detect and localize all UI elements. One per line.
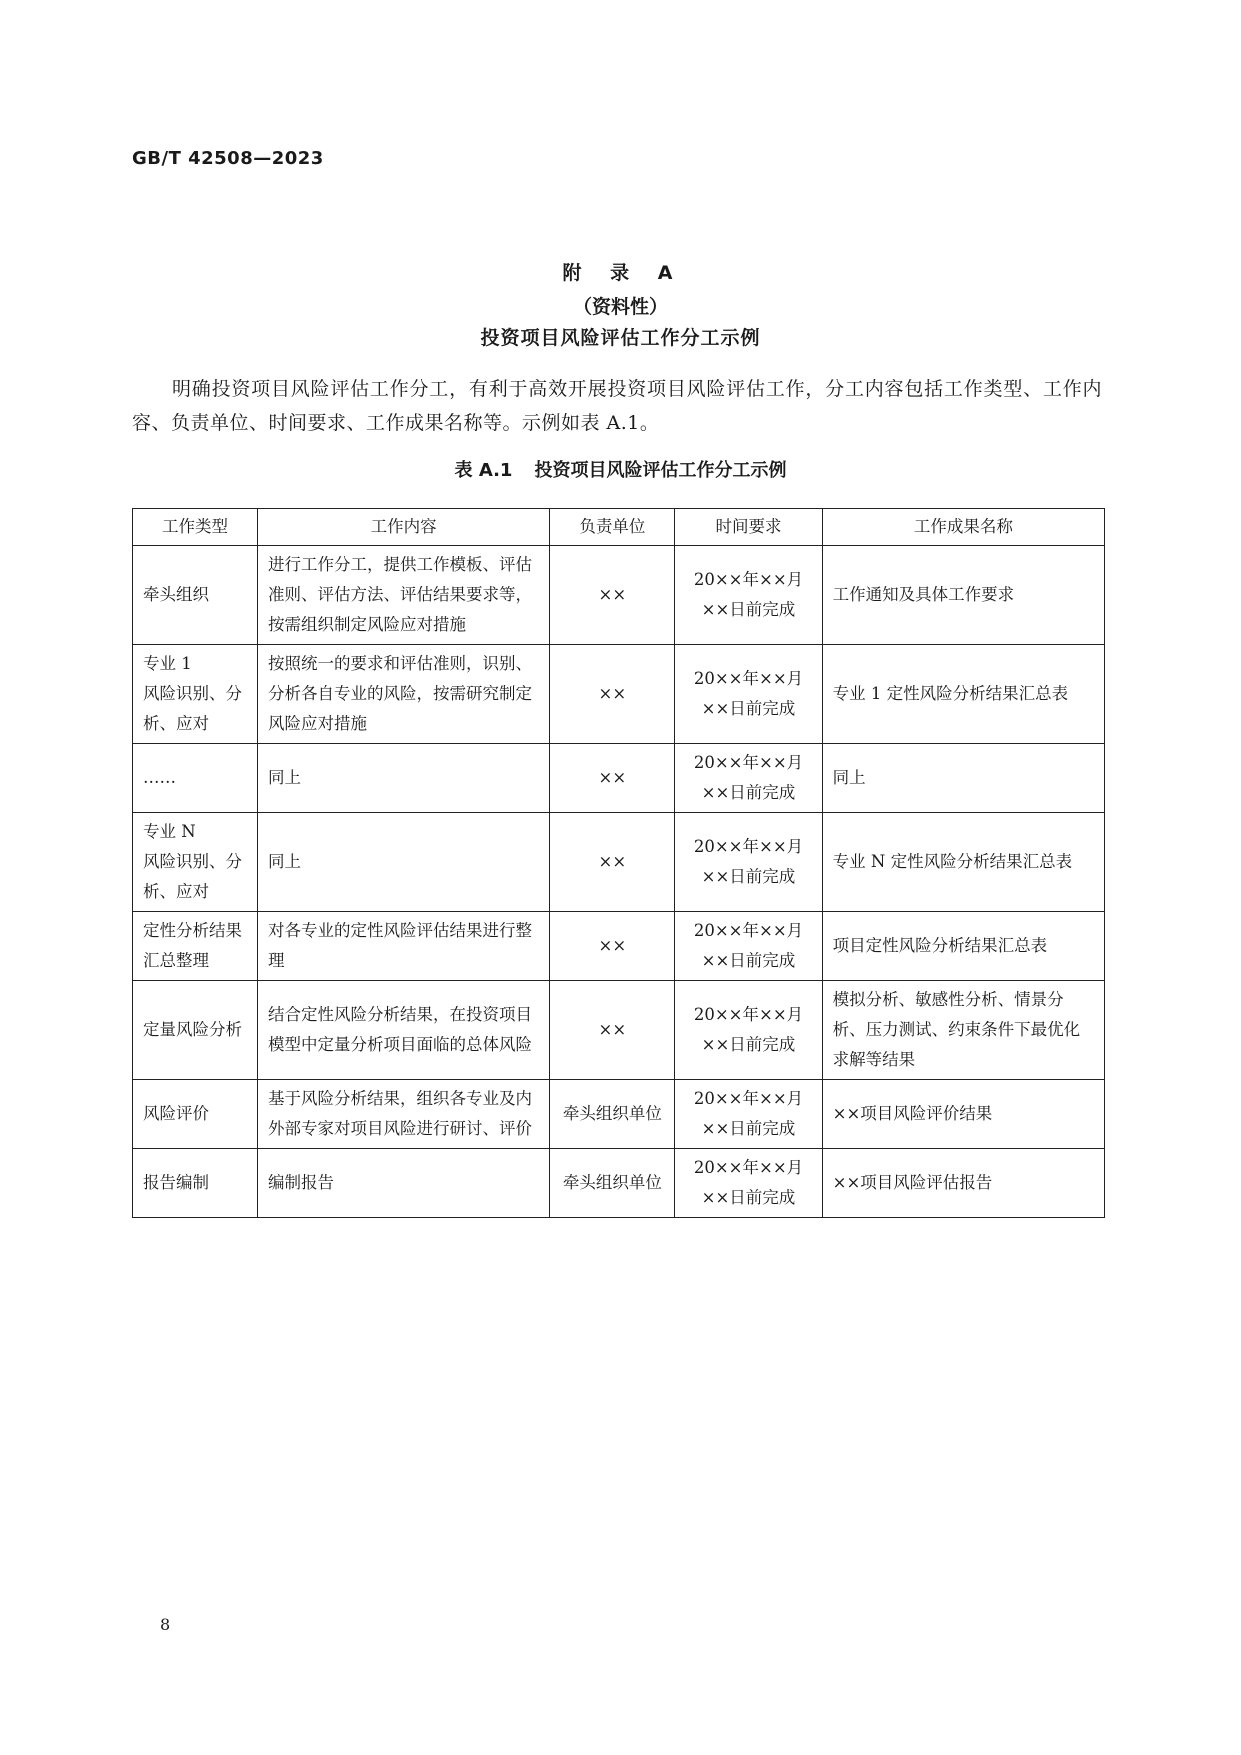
responsible-unit-cell: ×× xyxy=(550,744,675,813)
work-type-cell: 专业 N 风险识别、分析、应对 xyxy=(133,813,258,912)
annex-title: 投资项目风险评估工作分工示例 xyxy=(480,327,761,349)
time-requirement-cell: 20××年××月××日前完成 xyxy=(675,1080,822,1149)
time-requirement-cell: 20××年××月××日前完成 xyxy=(675,813,822,912)
work-content-cell: 编制报告 xyxy=(257,1149,549,1218)
work-content-cell: 结合定性风险分析结果，在投资项目模型中定量分析项目面临的总体风险 xyxy=(257,981,549,1080)
table-row xyxy=(133,813,1105,912)
responsible-unit-cell: ×× xyxy=(550,546,675,645)
responsible-unit-cell: 牵头组织单位 xyxy=(550,1149,675,1218)
table-title: 投资项目风险评估工作分工示例 xyxy=(534,460,787,481)
header-deliverable: 工作成果名称 xyxy=(822,509,1104,546)
deliverable-cell: 专业 1 定性风险分析结果汇总表 xyxy=(822,645,1104,744)
responsible-unit-cell: ×× xyxy=(550,813,675,912)
header-work-content: 工作内容 xyxy=(257,509,549,546)
time-requirement-cell: 20××年××月××日前完成 xyxy=(675,744,822,813)
work-division-table xyxy=(132,508,1105,1218)
table-number: 表 A.1 xyxy=(454,460,513,481)
deliverable-cell: 模拟分析、敏感性分析、情景分析、压力测试、约束条件下最优化求解等结果 xyxy=(822,981,1104,1080)
work-type-cell: 风险评价 xyxy=(133,1080,258,1149)
deliverable-cell: 工作通知及具体工作要求 xyxy=(822,546,1104,645)
table-header-row xyxy=(133,509,1105,546)
work-content-cell: 同上 xyxy=(257,813,549,912)
table-body xyxy=(133,546,1105,1218)
work-type-cell: 定性分析结果汇总整理 xyxy=(133,912,258,981)
intro-paragraph: 明确投资项目风险评估工作分工，有利于高效开展投资项目风险评估工作，分工内容包括工作类型、工作内容、负责单位、时间要求、工作成果名称等。示例如表 A.1。 xyxy=(132,378,1102,434)
time-requirement-cell: 20××年××月××日前完成 xyxy=(675,981,822,1080)
time-requirement-cell: 20××年××月××日前完成 xyxy=(675,912,822,981)
responsible-unit-cell: ×× xyxy=(550,981,675,1080)
work-content-cell: 按照统一的要求和评估准则，识别、分析各自专业的风险，按需研究制定风险应对措施 xyxy=(257,645,549,744)
header-work-type: 工作类型 xyxy=(133,509,258,546)
page-number: 8 xyxy=(160,1615,171,1634)
table-row xyxy=(133,1149,1105,1218)
deliverable-cell: ××项目风险评估报告 xyxy=(822,1149,1104,1218)
time-requirement-cell: 20××年××月××日前完成 xyxy=(675,645,822,744)
responsible-unit-cell: ×× xyxy=(550,912,675,981)
responsible-unit-cell: 牵头组织单位 xyxy=(550,1080,675,1149)
deliverable-cell: 项目定性风险分析结果汇总表 xyxy=(822,912,1104,981)
table-caption xyxy=(0,456,1241,482)
work-type-cell: 定量风险分析 xyxy=(133,981,258,1080)
table-row xyxy=(133,546,1105,645)
header-time-requirement: 时间要求 xyxy=(675,509,822,546)
deliverable-cell: 同上 xyxy=(822,744,1104,813)
deliverable-cell: ××项目风险评价结果 xyxy=(822,1080,1104,1149)
annex-label: 附 录 A xyxy=(562,262,679,284)
deliverable-cell: 专业 N 定性风险分析结果汇总表 xyxy=(822,813,1104,912)
table-row xyxy=(133,744,1105,813)
table-row xyxy=(133,1080,1105,1149)
work-type-cell: 报告编制 xyxy=(133,1149,258,1218)
table-row xyxy=(133,645,1105,744)
work-type-cell: 专业 1 风险识别、分析、应对 xyxy=(133,645,258,744)
header-responsible-unit: 负责单位 xyxy=(550,509,675,546)
time-requirement-cell: 20××年××月××日前完成 xyxy=(675,1149,822,1218)
work-content-cell: 对各专业的定性风险评估结果进行整理 xyxy=(257,912,549,981)
work-content-cell: 同上 xyxy=(257,744,549,813)
work-content-cell: 基于风险分析结果，组织各专业及内外部专家对项目风险进行研讨、评价 xyxy=(257,1080,549,1149)
work-type-cell: …… xyxy=(133,744,258,813)
work-content-cell: 进行工作分工，提供工作模板、评估准则、评估方法、评估结果要求等，按需组织制定风险应对措施 xyxy=(257,546,549,645)
time-requirement-cell: 20××年××月××日前完成 xyxy=(675,546,822,645)
annex-nature: （资料性） xyxy=(572,296,668,318)
standard-number: GB/T 42508—2023 xyxy=(132,148,324,169)
table-row xyxy=(133,981,1105,1080)
responsible-unit-cell: ×× xyxy=(550,645,675,744)
work-type-cell: 牵头组织 xyxy=(133,546,258,645)
table-row xyxy=(133,912,1105,981)
